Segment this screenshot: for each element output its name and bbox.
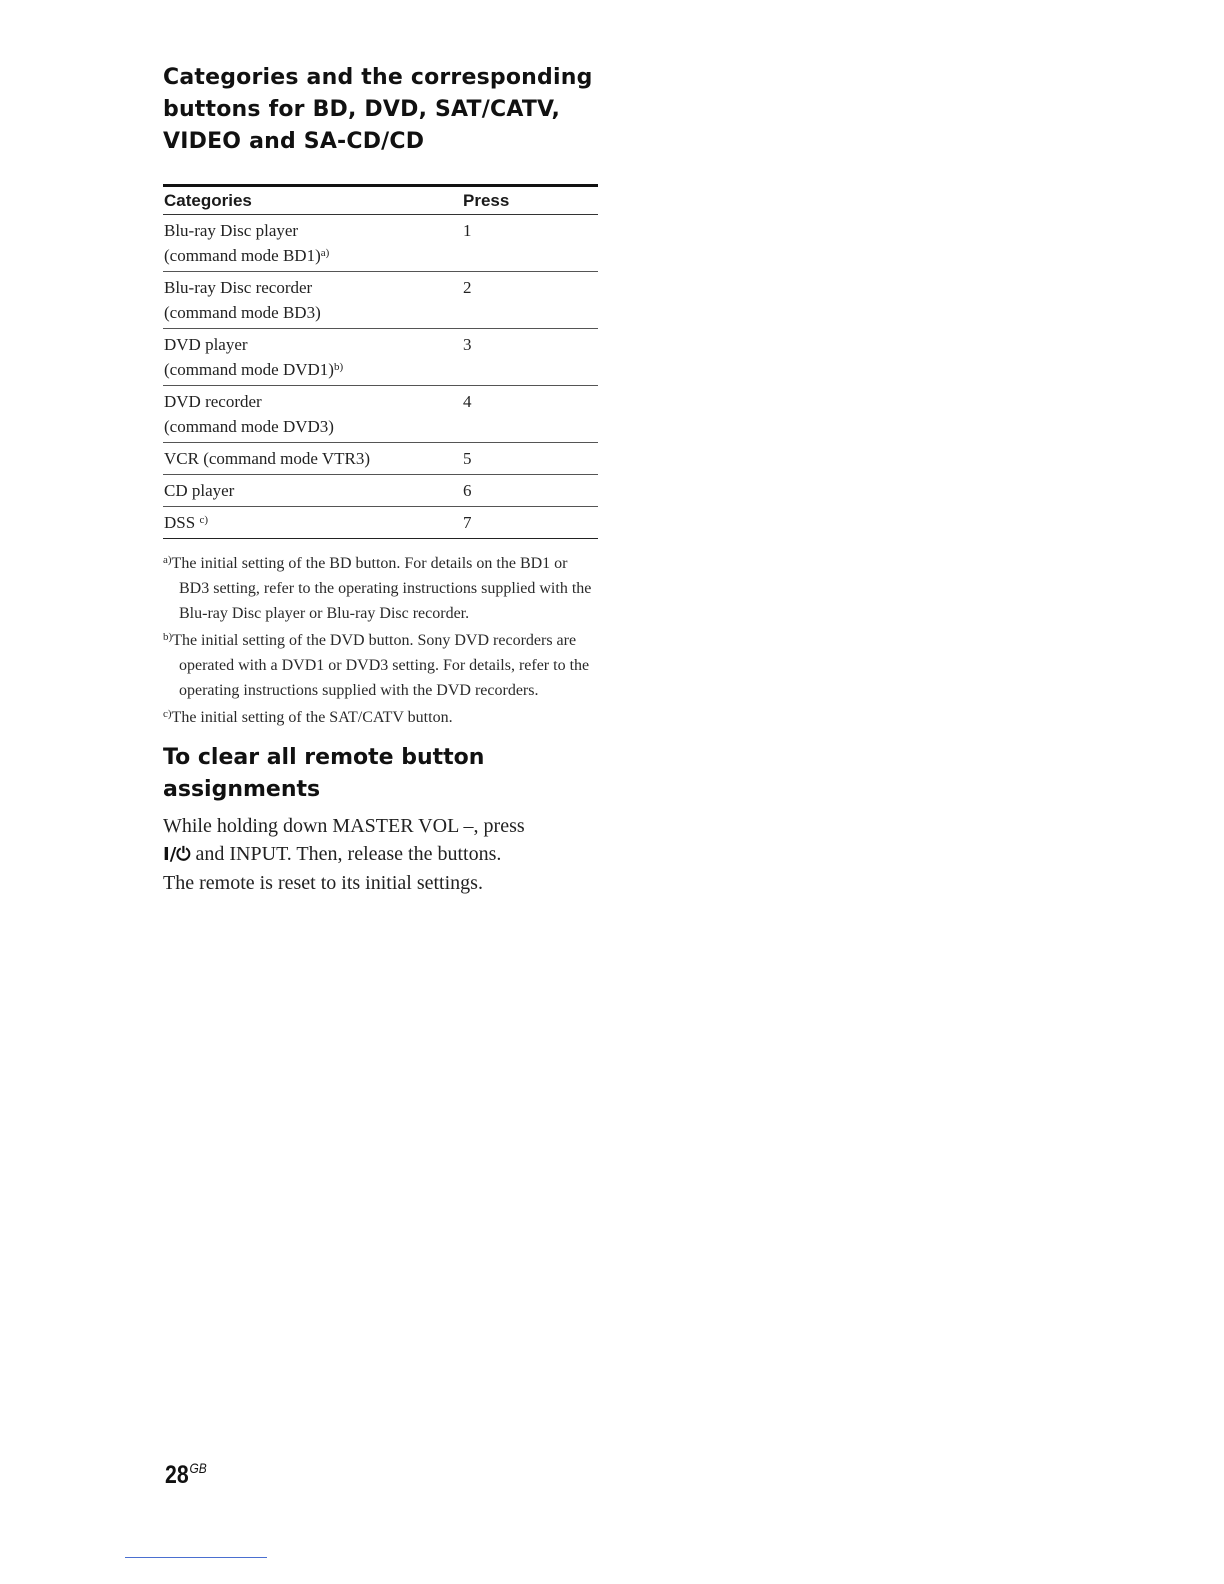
footnote-text: The initial setting of the BD button. For details on the BD1 or BD3 setting, refer to the operating instructions supplied with the Blu-ray Disc player or Blu-ray Disc recorder. [171,555,592,622]
press-cell: 7 [462,507,598,539]
instruction-line3: The remote is reset to its initial settings. [163,872,483,894]
category-line1: VCR (command mode VTR3) [164,449,371,468]
category-line1: CD player [164,481,235,500]
footnote-mark: c) [199,514,208,526]
footnote-c [163,705,598,730]
footnotes [163,551,598,730]
footnote-mark: c) [163,708,172,720]
table-row [163,475,598,507]
press-cell: 5 [462,443,598,475]
category-line1: Blu-ray Disc player [164,221,299,240]
press-cell: 6 [462,475,598,507]
category-line1: DVD recorder [164,392,262,411]
categories-table [163,184,598,539]
category-line1: DVD player [164,335,248,354]
instructions-paragraph [163,812,598,897]
header-press: Press [462,186,598,215]
footnote-mark: a) [163,554,172,566]
footnote-a [163,551,598,626]
press-cell: 3 [462,329,598,386]
instruction-line1: While holding down MASTER VOL –, press [163,815,525,837]
footnote-b [163,628,598,703]
header-categories: Categories [163,186,462,215]
category-line2: (command mode BD1) [164,246,321,265]
table-row [163,272,598,329]
table-row [163,215,598,272]
category-line2: (command mode BD3) [164,303,321,322]
content-column [163,62,598,897]
press-cell: 2 [462,272,598,329]
footnote-text: The initial setting of the SAT/CATV button. [171,709,453,726]
category-cell [163,329,462,386]
footnote-mark: b) [333,361,344,373]
press-cell: 4 [462,386,598,443]
table-row [163,329,598,386]
table-row [163,443,598,475]
category-cell [163,475,462,507]
category-line2: (command mode DVD3) [164,417,334,436]
category-cell [163,272,462,329]
page-number-suffix: GB [189,1460,207,1476]
footnote-mark: a) [320,247,330,259]
table-row [163,386,598,443]
instruction-line2: and INPUT. Then, release the buttons. [190,843,502,865]
category-line1: Blu-ray Disc recorder [164,278,313,297]
table-header-row [163,186,598,215]
category-cell [163,507,462,539]
category-cell [163,386,462,443]
category-cell [163,443,462,475]
section-heading: Categories and the corresponding buttons for BD, DVD, SAT/CATV, VIDEO and SA-CD/CD [163,65,593,154]
subsection-heading: To clear all remote button assignments [163,745,485,802]
category-cell [163,215,462,272]
bottom-rule [125,1557,267,1558]
page-number [165,1460,207,1490]
page-number-value: 28 [165,1461,189,1489]
table-row [163,507,598,539]
press-cell: 1 [462,215,598,272]
footnote-mark: b) [163,631,173,643]
category-line2: (command mode DVD1) [164,360,334,379]
power-icon: I/⏻ [163,844,191,865]
category-line1: DSS [164,513,200,532]
footnote-text: The initial setting of the DVD button. Sony DVD recorders are operated with a DVD1 or DVD3 setting. For details, refer to the operating instructions supplied with the DVD recorders. [172,632,590,699]
